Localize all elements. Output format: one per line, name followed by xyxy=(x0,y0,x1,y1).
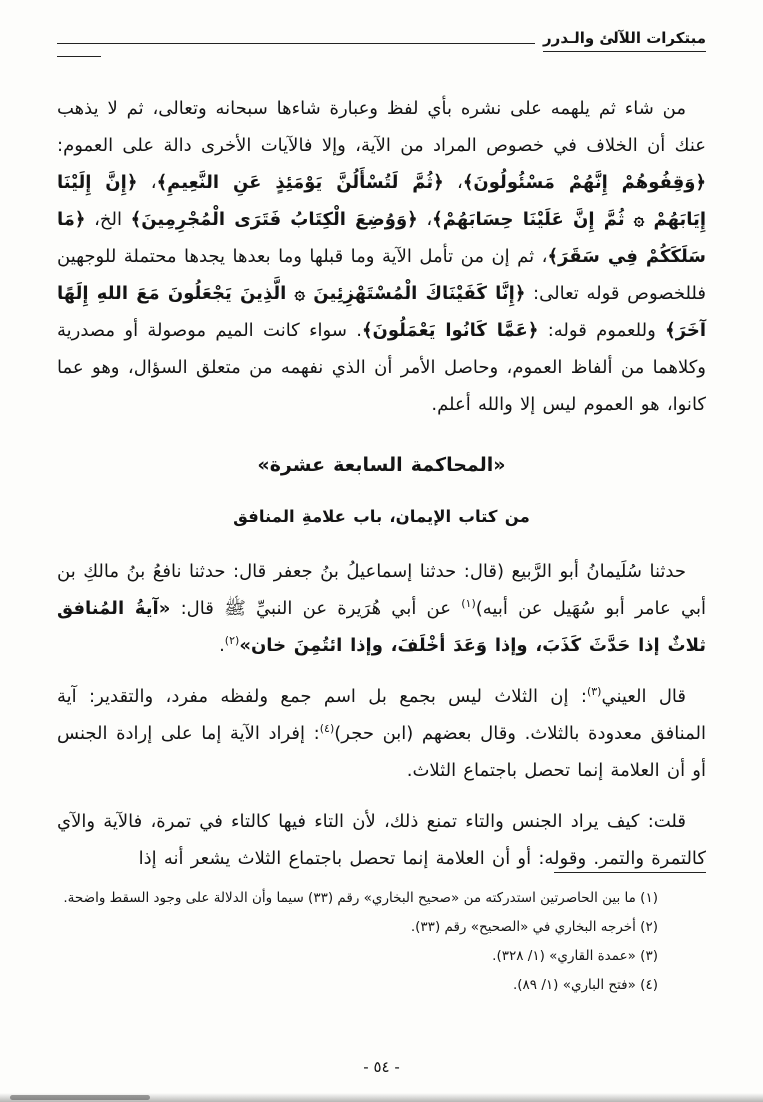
page-number: - ٥٤ - xyxy=(363,1058,400,1076)
running-head xyxy=(57,26,706,52)
chapter-heading: «المحاكمة السابعة عشرة» xyxy=(257,454,506,476)
main-text-block xyxy=(57,90,706,877)
paragraph-commentary-2: قال العيني$^{(٣)}$: إن الثلاث ليس بجمع بل اسم جمع ولفظه مفرد، والتقدير: آية المنافق معدودة بالثلاث. وقال بعضهم (ابن حجر)$^{(٤)}$: إفراد الآية إما على إرادة الجنس أو أن العلامة إنما تحصل باجتماع الثلاث. xyxy=(57,685,706,781)
paragraph-commentary-1: من شاء ثم يلهمه على نشره بأي لفظ وعبارة شاءها سبحانه وتعالى، ثم لا يذهب عنك أن الخلاف في خصوص المراد من الآية، وإلا فالآيات الأخرى دالة على العموم: ﴿وَقِفُوهُمْ إِنَّهُمْ مَسْئُولُونَ﴾، ﴿ثُمَّ لَتُسْأَلُنَّ يَوْمَئِذٍ عَنِ النَّعِيمِ﴾، ﴿إِنَّ إِلَيْنَا إِيَابَهُمْ ۞ ثُمَّ إِنَّ عَلَيْنَا حِسَابَهُمْ﴾، ﴿وَوُضِعَ الْكِتَابُ فَتَرَى الْمُجْرِمِينَ﴾ الخ، ﴿مَا سَلَكَكُمْ فِي سَقَرَ﴾، ثم إن من تأمل الآية وما قبلها وما بعدها يجدها محتملة للوجهين فللخصوص قوله تعالى: ﴿إِنَّا كَفَيْنَاكَ الْمُسْتَهْزِئِينَ ۞ الَّذِينَ يَجْعَلُونَ مَعَ اللهِ إِلَهًا آخَرَ﴾ وللعموم قوله: ﴿عَمَّا كَانُوا يَعْمَلُونَ﴾. سواء كانت الميم موصولة أو مصدرية وكلاهما من ألفاظ العموم، وحاصل الأمر أن الذي نفهمه من متعلق السؤال، وهو عما كانوا، هو العموم ليس إلا والله أعلم. xyxy=(57,98,707,415)
footnote-block xyxy=(57,872,706,1001)
paragraph-commentary-3: قلت: كيف يراد الجنس والتاء تمنع ذلك، لأن التاء فيها كالتاء في تمرة، فالآية والآي كالتمرة والتمر. وقوله: أو أن العلامة إنما تحصل باجتماع الثلاث يشعر أنه إذا xyxy=(57,811,706,869)
footnote-1: (١) ما بين الحاصرتين استدركته من «صحيح البخاري» رقم (٣٣) سيما وأن الدلالة على وجود السقط واضحة. xyxy=(63,890,658,906)
paragraph-hadith: حدثنا سُلَيمانُ أبو الرَّبيع (قال: حدثنا إسماعيلُ بنُ جعفر قال: حدثنا نافعُ بنُ مالكِ بن أبي عامر أبو سُهَيل عن أبيه)$^{(١)}$ عن أبي هُرَيرة عن النبيِّ ﷺ قال: «آيةُ المُنافق ثلاثٌ إذا حَدَّثَ كَذَبَ، وإذا وَعَدَ أخْلَفَ، وإذا ائتُمِنَ خان»$^{(٢)}$. xyxy=(57,561,707,656)
footnote-3: (٣) «عمدة القاري» (١/ ٣٢٨). xyxy=(492,948,658,964)
footnote-separator xyxy=(554,872,706,873)
header-rule-tick xyxy=(57,56,101,57)
running-head-title: مبتكرات اللآلئ والـدرر xyxy=(543,29,706,52)
scan-smudge-artifact xyxy=(10,1095,150,1100)
footnote-4: (٤) «فتح الباري» (١/ ٨٩). xyxy=(512,977,658,993)
footnote-2: (٢) أخرجه البخاري في «الصحيح» رقم (٣٣). xyxy=(410,919,658,935)
section-heading: من كتاب الإيمان، باب علامةِ المنافق xyxy=(233,507,530,526)
header-rule xyxy=(57,43,535,44)
